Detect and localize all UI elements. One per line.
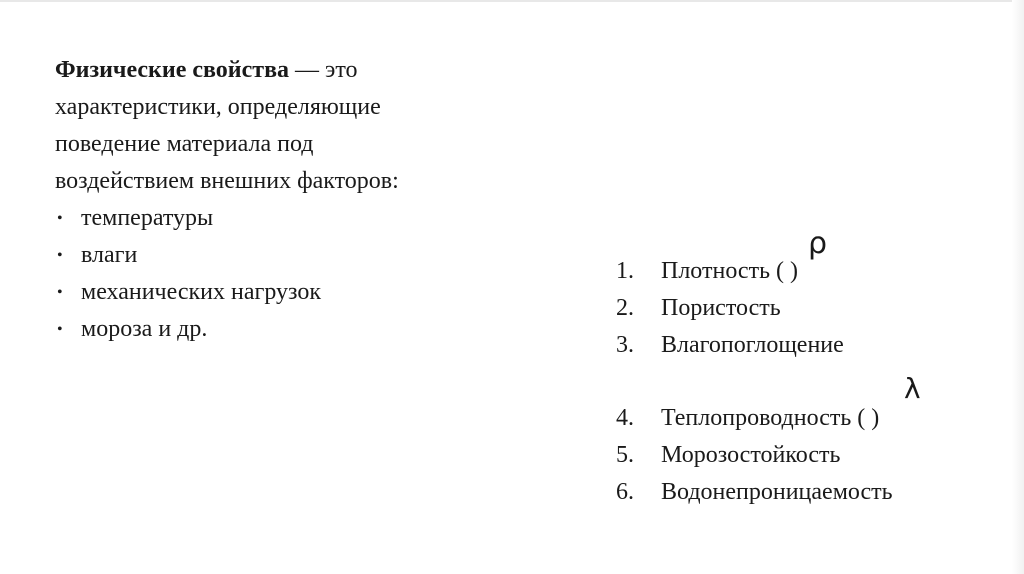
property-number: 4. [616, 405, 634, 431]
definition-line-4: воздействием внешних факторов: [55, 168, 399, 194]
property-label: Водонепроницаемость [661, 479, 893, 505]
property-item-water-tightness [616, 474, 1016, 511]
definition-line-2: характеристики, определяющие [55, 94, 381, 120]
bullet-icon: • [57, 321, 63, 338]
slide-top-edge [0, 0, 1024, 2]
property-number: 5. [616, 442, 634, 468]
rho-symbol: ρ [808, 226, 828, 261]
factor-item [55, 200, 515, 237]
bullet-icon: • [57, 247, 63, 264]
definition-line-1: — это [289, 57, 358, 83]
bullet-icon: • [57, 210, 63, 227]
property-item-porosity [616, 290, 1016, 327]
property-item-water-absorption [616, 327, 1016, 364]
property-label: Теплопроводность ( ) [661, 405, 880, 431]
property-label: Пористость [661, 295, 781, 321]
factor-label: влаги [81, 242, 138, 268]
property-number: 6. [616, 479, 634, 505]
property-label: Морозостойкость [661, 442, 841, 468]
definition-block [55, 52, 515, 348]
bullet-icon: • [57, 284, 63, 301]
property-number: 2. [616, 295, 634, 321]
property-item-frost-resistance [616, 437, 1016, 474]
property-label: Влагопоглощение [661, 332, 844, 358]
property-label: Плотность ( ) [661, 258, 798, 284]
properties-block [616, 253, 1016, 511]
lambda-symbol: λ [904, 372, 921, 405]
factor-item [55, 237, 515, 274]
factors-list [55, 200, 515, 348]
factor-item [55, 311, 515, 348]
factor-label: механических нагрузок [81, 279, 322, 305]
factor-label: мороза и др. [81, 316, 208, 342]
properties-list [616, 253, 1016, 511]
definition-term: Физические свойства [55, 57, 290, 83]
factor-item [55, 274, 515, 311]
factor-label: температуры [81, 205, 214, 231]
definition-paragraph [55, 52, 515, 200]
definition-line-3: поведение материала под [55, 131, 314, 157]
property-item-thermal-conductivity [616, 400, 1016, 437]
property-number: 3. [616, 332, 634, 358]
property-number: 1. [616, 258, 634, 284]
